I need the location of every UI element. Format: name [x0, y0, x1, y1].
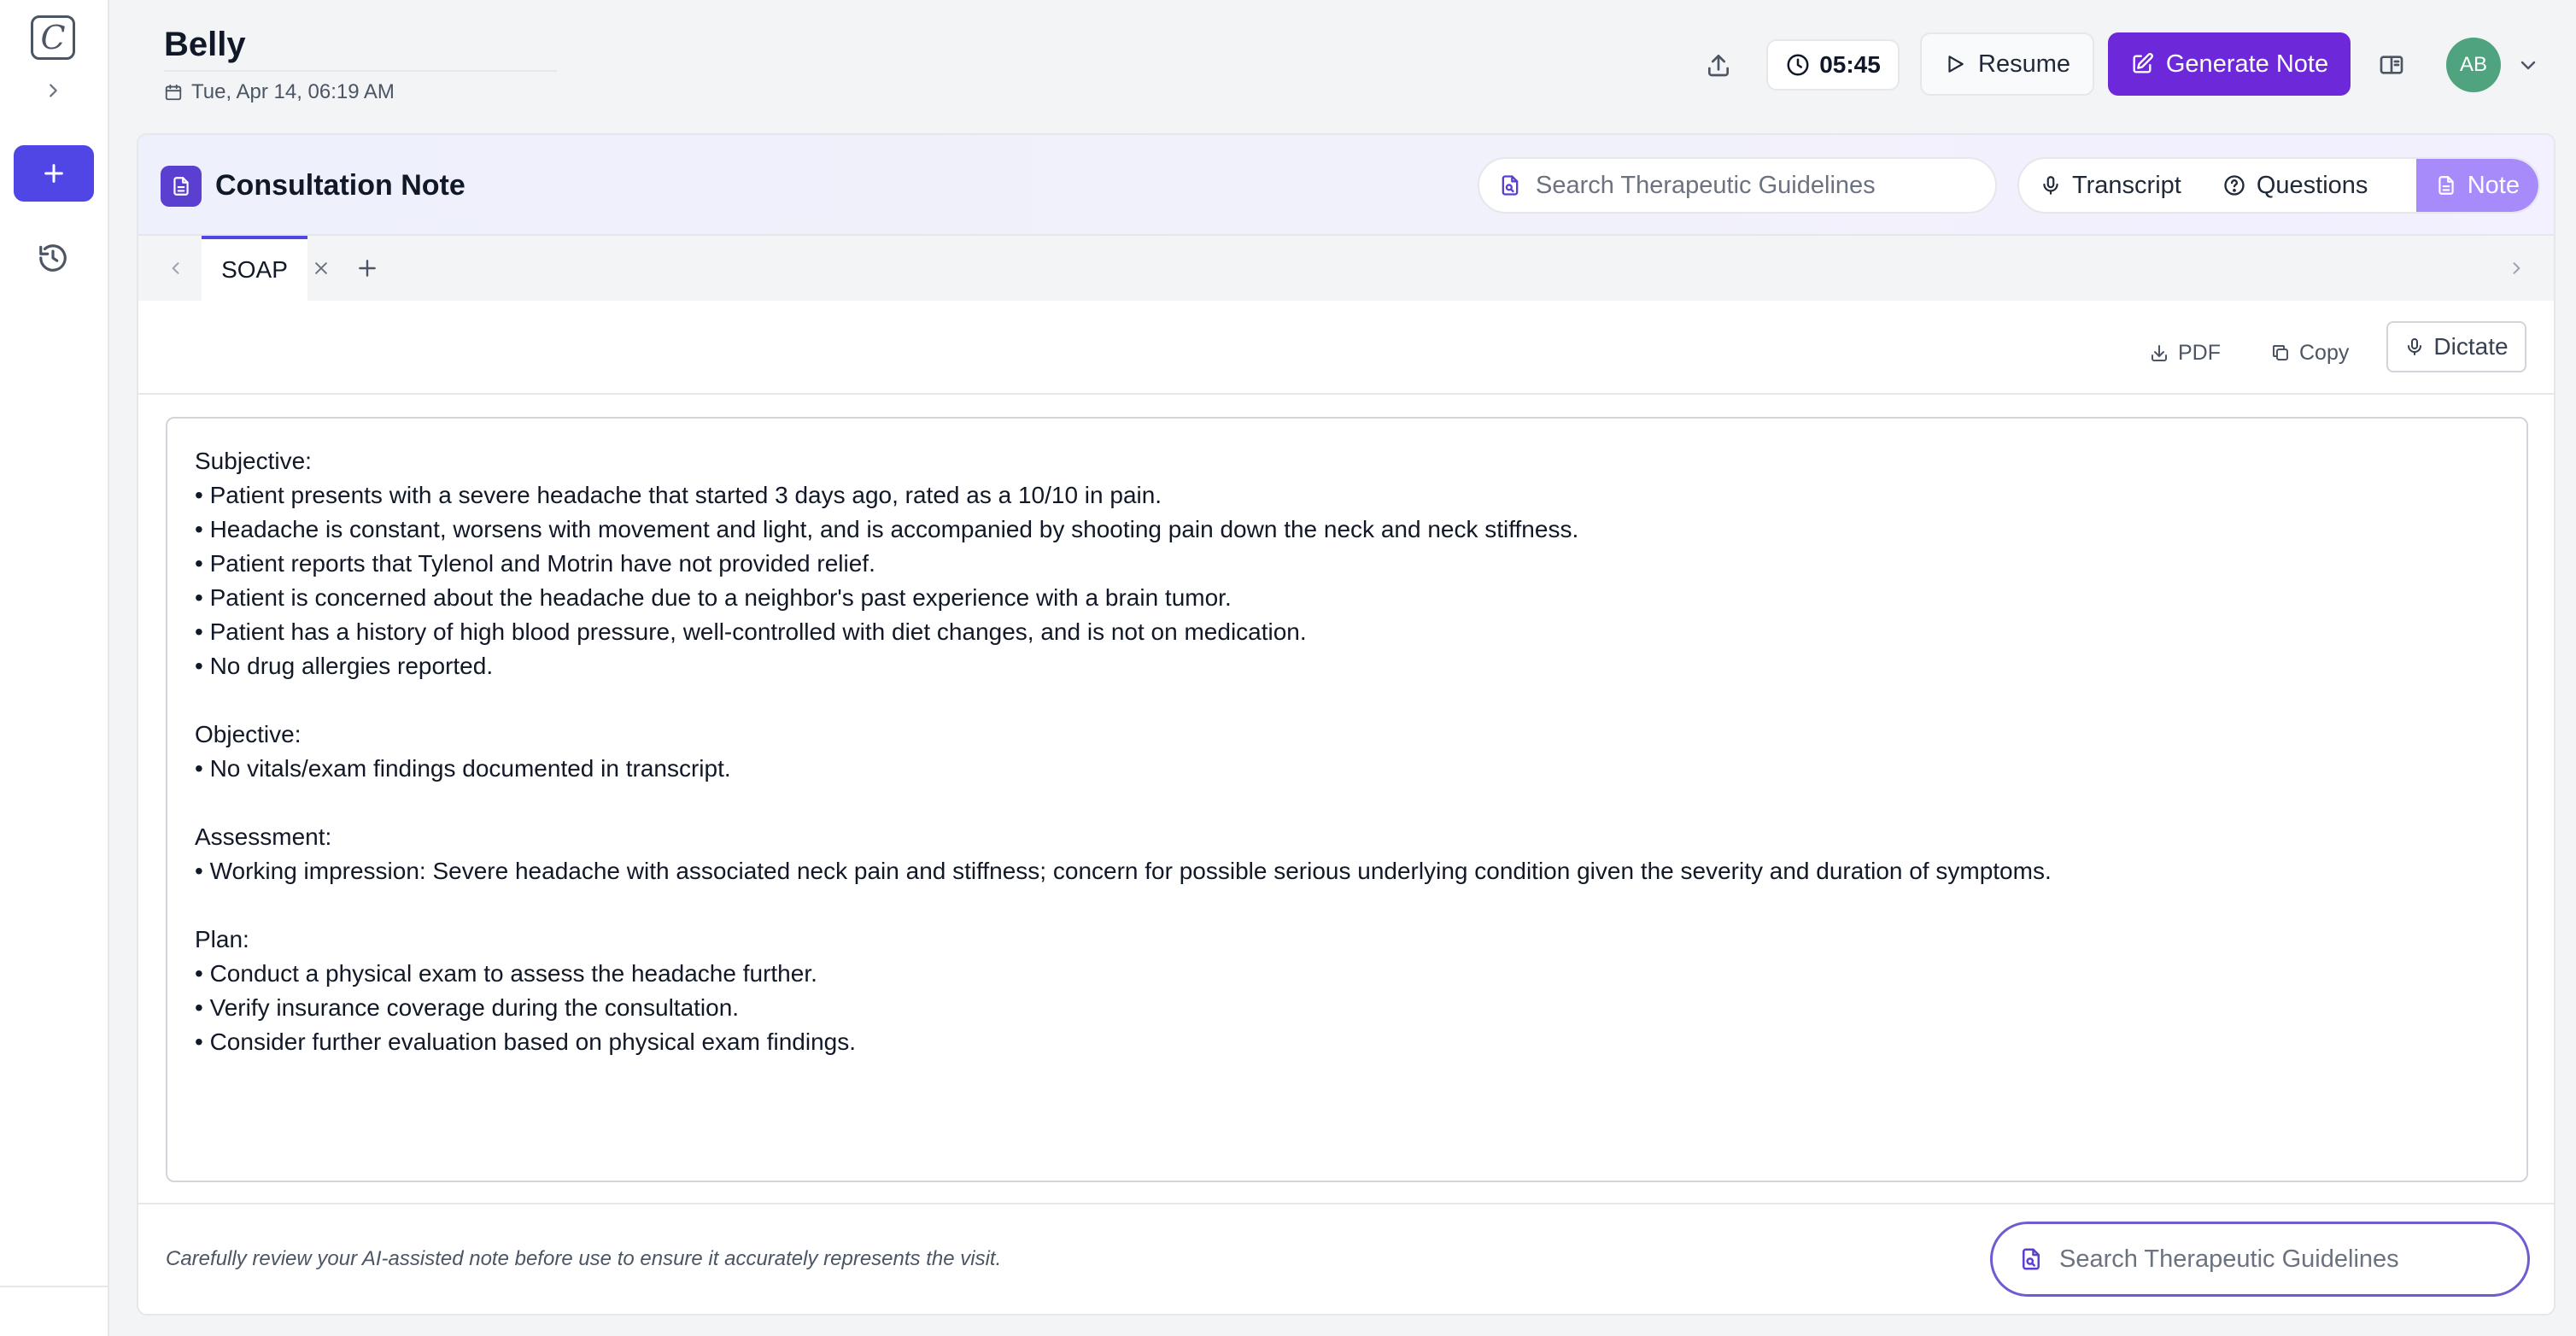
chevron-right-icon — [2508, 260, 2525, 277]
title-underline — [164, 70, 557, 72]
avatar[interactable] — [2446, 38, 2501, 92]
tab-questions-label: Questions — [2256, 171, 2368, 199]
expand-sidebar-button[interactable] — [38, 75, 68, 106]
page-title[interactable]: Belly — [164, 26, 246, 63]
guidelines-search-bottom[interactable] — [1990, 1222, 2530, 1297]
play-icon — [1944, 53, 1966, 75]
document-icon — [2435, 174, 2457, 196]
microphone-icon — [2404, 337, 2425, 357]
note-section-assessment — [195, 820, 2499, 888]
note-line: • Verify insurance coverage during the consultation. — [195, 994, 740, 1021]
share-button[interactable] — [1695, 41, 1742, 89]
note-line: • No drug allergies reported. — [195, 653, 494, 679]
tabs-scroll-left[interactable] — [162, 255, 190, 282]
clock-icon — [1785, 52, 1811, 78]
search-document-icon — [1498, 173, 1522, 197]
dictate-button[interactable] — [2386, 321, 2526, 372]
note-line: • No vitals/exam findings documented in transcript. — [195, 755, 731, 782]
sidebar-divider — [0, 1286, 109, 1287]
tab-note-label: Note — [2467, 171, 2520, 199]
note-line: • Consider further evaluation based on physical exam findings. — [195, 1028, 857, 1055]
copy-button[interactable] — [2270, 328, 2349, 378]
download-pdf-button[interactable] — [2149, 328, 2221, 378]
copy-label: Copy — [2299, 340, 2350, 365]
session-date — [164, 80, 395, 104]
generate-note-button[interactable] — [2108, 32, 2351, 96]
microphone-icon — [2040, 174, 2062, 196]
guidelines-search-input-top[interactable] — [1536, 172, 1946, 200]
add-tab-button[interactable] — [352, 253, 383, 284]
chevron-left-icon — [167, 260, 184, 277]
note-line: • Working impression: Severe headache with associated neck pain and stiffness; concern for possible serious underlying condition given the severity and duration of symptoms. — [195, 858, 2052, 884]
note-section-subjective — [195, 444, 2499, 683]
app-logo[interactable] — [31, 15, 75, 60]
consultation-card — [137, 133, 2556, 1315]
tab-soap-label: SOAP — [221, 256, 288, 283]
calendar-icon — [164, 83, 183, 102]
chevron-right-icon — [44, 81, 62, 100]
view-switcher — [2017, 157, 2540, 214]
note-line: • Patient presents with a severe headache that started 3 days ago, rated as a 10/10 in pain. — [195, 482, 1162, 508]
toggle-panel-button[interactable] — [2368, 41, 2415, 89]
generate-label: Generate Note — [2165, 50, 2329, 78]
section-heading: Subjective: — [195, 448, 312, 474]
sidebar — [0, 0, 109, 1336]
pdf-label: PDF — [2178, 340, 2221, 365]
download-icon — [2149, 343, 2169, 363]
note-section-objective — [195, 718, 2499, 786]
close-icon — [313, 260, 330, 277]
tab-note[interactable] — [2416, 159, 2538, 212]
note-badge — [161, 166, 202, 207]
new-session-button[interactable] — [14, 145, 94, 202]
timer-value: 05:45 — [1819, 51, 1881, 78]
note-line: • Patient has a history of high blood pressure, well-controlled with diet changes, and is not on medication. — [195, 618, 1307, 645]
logo-letter: C — [40, 19, 66, 56]
note-toolbar — [138, 301, 2554, 395]
plus-icon — [42, 161, 66, 185]
resume-label: Resume — [1978, 50, 2070, 78]
tabs-scroll-right[interactable] — [2503, 255, 2530, 282]
dictate-label: Dictate — [2433, 333, 2509, 360]
account-menu-button[interactable] — [2515, 51, 2542, 79]
upload-icon — [1705, 51, 1732, 79]
chevron-down-icon — [2518, 55, 2538, 75]
note-line: • Patient is concerned about the headache due to a neighbor's past experience with a brain tumor. — [195, 584, 1232, 611]
session-date-text: Tue, Apr 14, 06:19 AM — [191, 80, 395, 103]
guidelines-search-input-bottom[interactable] — [2059, 1245, 2469, 1274]
history-icon — [37, 242, 69, 274]
ai-disclaimer: Carefully review your AI-assisted note before use to ensure it accurately represents the visit. — [166, 1247, 1002, 1270]
search-document-icon — [2018, 1246, 2044, 1272]
tab-transcript[interactable] — [2019, 159, 2202, 212]
document-icon — [170, 175, 192, 197]
note-line: • Patient reports that Tylenol and Motrin have not provided relief. — [195, 550, 875, 577]
close-tab-button[interactable] — [306, 253, 337, 284]
avatar-initials: AB — [2459, 53, 2487, 76]
plus-icon — [356, 257, 378, 279]
tab-questions[interactable] — [2202, 159, 2389, 212]
panel-toggle-icon — [2378, 51, 2405, 79]
section-heading: Assessment: — [195, 823, 332, 850]
card-title: Consultation Note — [215, 169, 465, 202]
note-line: • Conduct a physical exam to assess the headache further. — [195, 960, 817, 987]
session-timer — [1766, 39, 1900, 91]
guidelines-search-top[interactable] — [1478, 157, 1997, 214]
note-section-plan — [195, 923, 2499, 1059]
note-editor[interactable] — [166, 417, 2528, 1182]
note-line: • Headache is constant, worsens with movement and light, and is accompanied by shooting pain down the neck and neck stiffness. — [195, 516, 1579, 542]
resume-button[interactable] — [1920, 32, 2094, 96]
card-header — [138, 135, 2554, 236]
section-heading: Objective: — [195, 721, 302, 747]
copy-icon — [2270, 343, 2291, 363]
help-circle-icon — [2222, 173, 2246, 197]
note-tabs — [138, 236, 2554, 301]
section-heading: Plan: — [195, 926, 249, 952]
history-button[interactable] — [34, 239, 72, 277]
tab-soap[interactable] — [202, 236, 307, 301]
edit-note-icon — [2130, 52, 2154, 76]
tab-transcript-label: Transcript — [2072, 171, 2181, 199]
